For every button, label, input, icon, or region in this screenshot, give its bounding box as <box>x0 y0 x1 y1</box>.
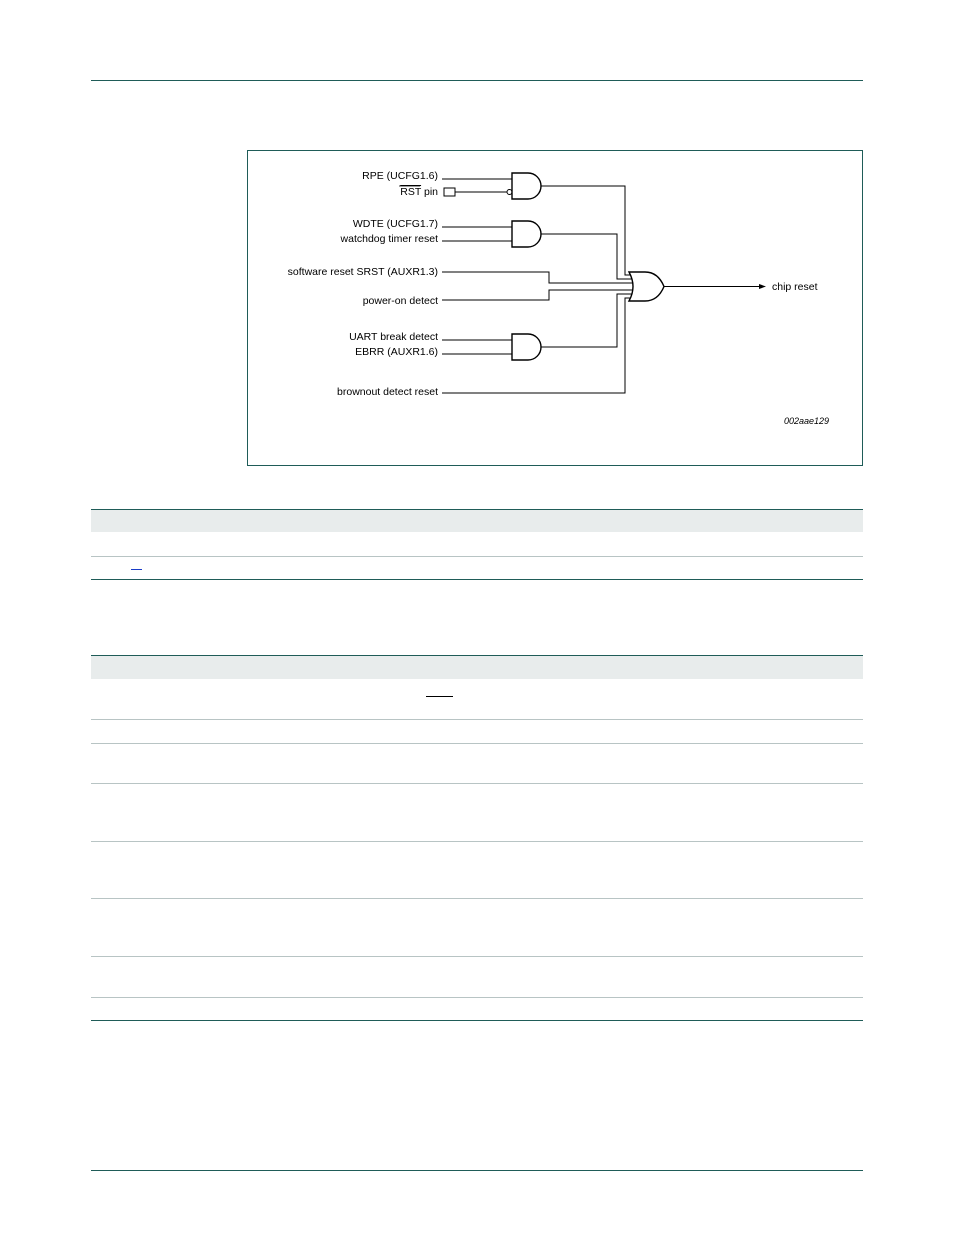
table1-header <box>91 509 863 532</box>
table2-row-separator-3 <box>91 783 863 784</box>
label-rst-suffix: pin <box>421 186 438 198</box>
and-gate-1 <box>512 173 541 199</box>
table2-header <box>91 655 863 679</box>
wire-gate1-out <box>541 186 633 275</box>
label-srst: software reset SRST (AUXR1.3) <box>287 266 438 278</box>
table2-row-separator-4 <box>91 841 863 842</box>
table2-row-separator-1 <box>91 719 863 720</box>
wire-gate3-out <box>541 294 633 347</box>
table2-row-separator-7 <box>91 997 863 998</box>
output-arrow <box>759 284 766 289</box>
table2-bottom-rule <box>91 1020 863 1021</box>
label-watchdog: watchdog timer reset <box>340 233 438 245</box>
table1-row-separator <box>91 556 863 557</box>
table2-row-separator-2 <box>91 743 863 744</box>
and-gate-3 <box>512 334 541 360</box>
reset-logic-diagram <box>248 151 864 467</box>
or-gate <box>629 272 664 301</box>
overline-mark <box>426 696 453 697</box>
table2-row-separator-6 <box>91 956 863 957</box>
footer-rule <box>91 1170 863 1171</box>
reset-logic-figure <box>247 150 863 466</box>
label-rpe: RPE (UCFG1.6) <box>362 170 438 182</box>
table1-bottom-rule <box>91 579 863 580</box>
label-uart-break: UART break detect <box>349 331 438 343</box>
wire-srst <box>442 272 633 283</box>
label-wdte: WDTE (UCFG1.7) <box>352 218 438 230</box>
table2-row-separator-5 <box>91 898 863 899</box>
label-chip-reset: chip reset <box>772 281 818 293</box>
figure-code: 002aae129 <box>783 416 829 426</box>
and-gate-2 <box>512 221 541 247</box>
wire-gate2-out <box>541 234 633 279</box>
label-power-on: power-on detect <box>362 295 438 307</box>
header-rule <box>91 80 863 81</box>
wire-power-on <box>442 290 633 300</box>
label-rst-name: RST <box>400 186 422 198</box>
rst-pin-pad <box>444 188 455 196</box>
label-ebrr: EBRR (AUXR1.6) <box>355 346 438 358</box>
label-brownout: brownout detect reset <box>337 386 438 398</box>
inverter-bubble <box>507 190 512 195</box>
footnote-link[interactable] <box>131 569 142 570</box>
label-rst-pin <box>400 186 438 198</box>
